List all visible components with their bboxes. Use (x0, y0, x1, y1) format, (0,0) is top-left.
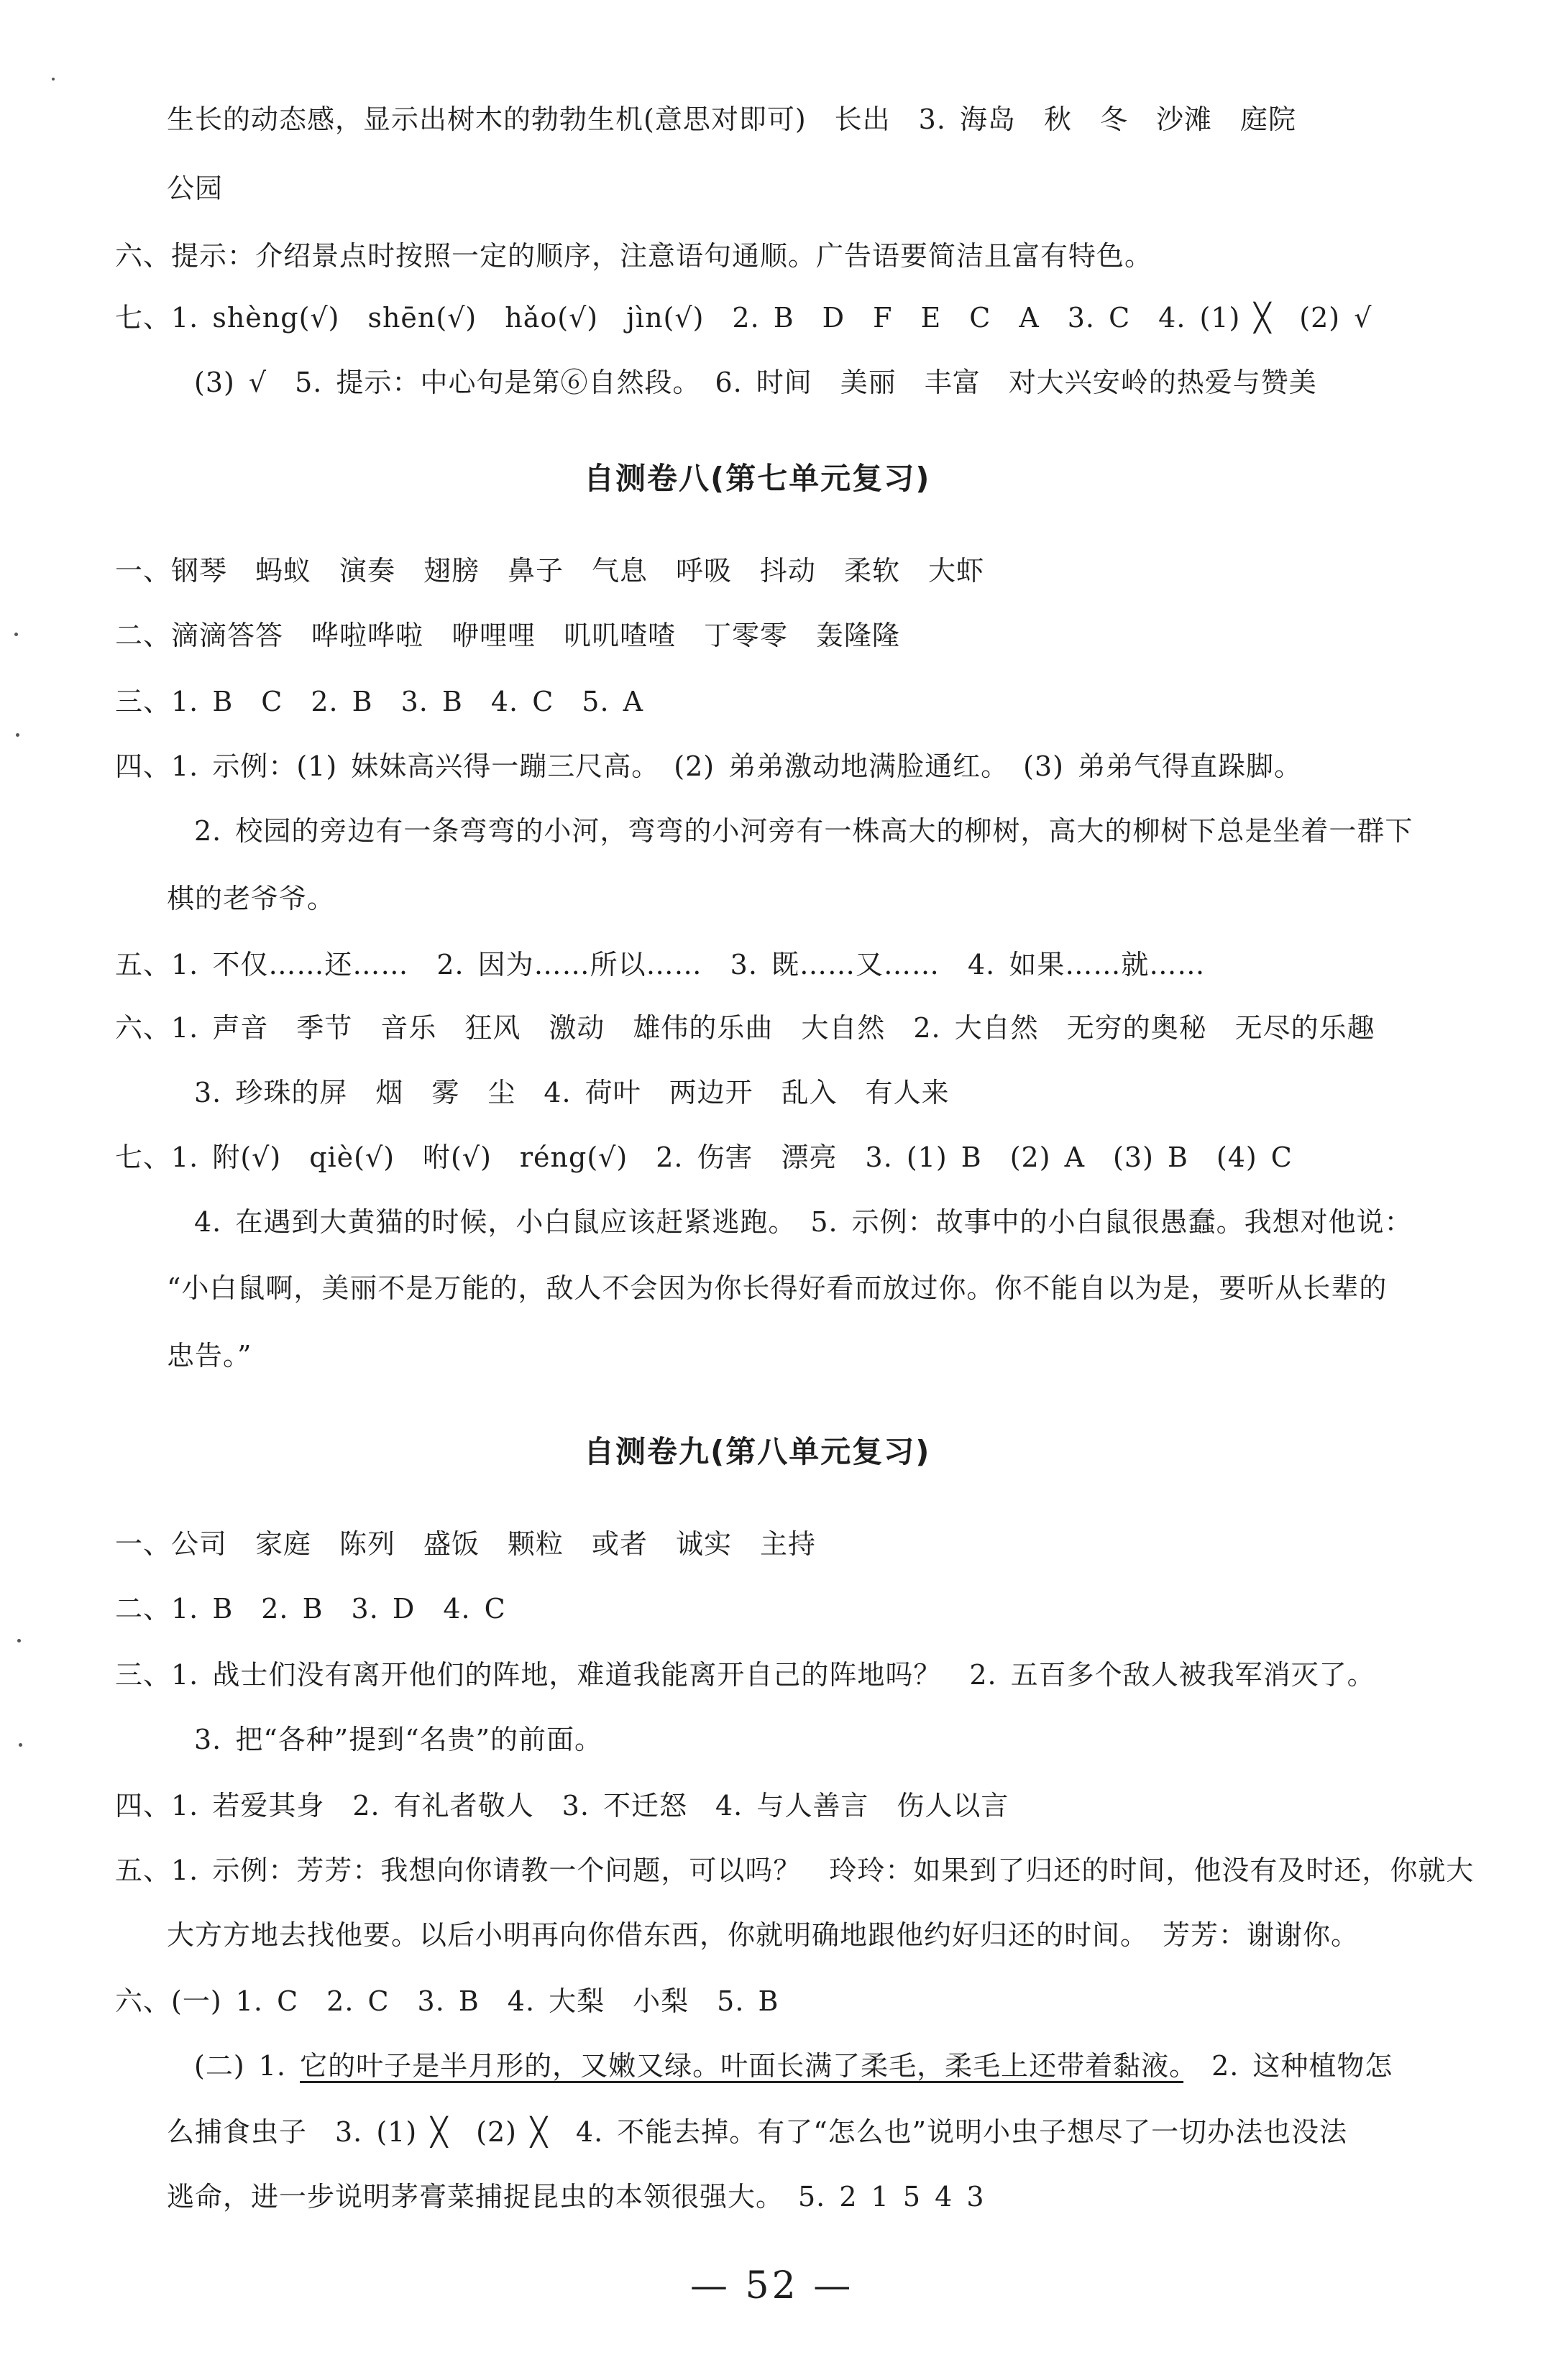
text-line: 二、滴滴答答 哗啦哗啦 咿哩哩 叽叽喳喳 丁零零 轰隆隆 (115, 620, 901, 651)
text-line: 3. 珍珠的屏 烟 雾 尘 4. 荷叶 两边开 乱入 有人来 (194, 1077, 950, 1108)
text-line: 棋的老爷爷。 (167, 883, 336, 914)
text-line: 二、1. B 2. B 3. D 4. C (115, 1593, 506, 1625)
text-line: 七、1. shèng(√) shēn(√) hǎo(√) jìn(√) 2. B D F E C A 3. C 4. (1) ╳ (2) √ (115, 302, 1372, 334)
section-title-9: 自测卷九(第八单元复习) (584, 1434, 931, 1469)
page-number: — 52 — (690, 2264, 854, 2307)
scan-mark (19, 1743, 22, 1747)
text-line: 四、1. 若爱其身 2. 有礼者敬人 3. 不迁怒 4. 与人善言 伤人以言 (115, 1790, 1009, 1821)
text-line: 六、(一) 1. C 2. C 3. B 4. 大梨 小梨 5. B (115, 1985, 779, 2017)
underlined-answer: 它的叶子是半月形的，又嫩又绿。叶面长满了柔毛，柔毛上还带着黏液。 (300, 2050, 1184, 2082)
text-line: 七、1. 附(√) qiè(√) 咐(√) réng(√) 2. 伤害 漂亮 3. (1) B (2) A (3) B (4) C (115, 1141, 1293, 1173)
text-line: 生长的动态感，显示出树木的勃勃生机(意思对即可) 长出 3. 海岛 秋 冬 沙滩 庭院 (167, 104, 1296, 135)
scan-mark (17, 1639, 21, 1642)
text-line: 么捕食虫子 3. (1) ╳ (2) ╳ 4. 不能去掉。有了“怎么也”说明小虫子想尽了一切办法也没法 (167, 2116, 1348, 2148)
text-line: 三、1. B C 2. B 3. B 4. C 5. A (115, 686, 644, 717)
text-line: 2. 校园的旁边有一条弯弯的小河，弯弯的小河旁有一株高大的柳树，高大的柳树下总是坐着一群下 (194, 815, 1413, 847)
scan-mark (52, 78, 55, 81)
scan-mark (14, 633, 18, 636)
text-line: 六、1. 声音 季节 音乐 狂风 激动 雄伟的乐曲 大自然 2. 大自然 无穷的奥秘 无尽的乐趣 (115, 1012, 1375, 1044)
text-line: 公园 (167, 173, 224, 204)
text-line: “小白鼠啊，美丽不是万能的，敌人不会因为你长得好看而放过你。你不能自以为是，要听从长辈的 (167, 1272, 1388, 1304)
text-line: 三、1. 战士们没有离开他们的阵地，难道我能离开自己的阵地吗？ 2. 五百多个敌人被我军消灭了。 (115, 1659, 1375, 1691)
text-line (194, 2047, 1393, 2085)
text-line: 逃命，进一步说明茅膏菜捕捉昆虫的本领很强大。 5. 2 1 5 4 3 (167, 2181, 985, 2213)
text-line: 一、公司 家庭 陈列 盛饭 颗粒 或者 诚实 主持 (115, 1528, 817, 1560)
text-segment: 2. 这种植物怎 (1183, 2050, 1393, 2082)
text-line: 大方方地去找他要。以后小明再向你借东西，你就明确地跟他约好归还的时间。 芳芳：谢谢你。 (167, 1919, 1360, 1951)
text-line: 3. 把“各种”提到“名贵”的前面。 (194, 1724, 603, 1755)
text-line: 六、提示：介绍景点时按照一定的顺序，注意语句通顺。广告语要简洁且富有特色。 (115, 240, 1153, 272)
text-segment: (二) 1. (194, 2050, 301, 2082)
text-line: 五、1. 示例：芳芳：我想向你请教一个问题，可以吗？ 玲玲：如果到了归还的时间，他没有及时还，你就大 (115, 1855, 1475, 1886)
text-line: 忠告。” (167, 1340, 252, 1372)
text-line: 五、1. 不仅……还…… 2. 因为……所以…… 3. 既……又…… 4. 如果……就…… (115, 949, 1206, 980)
text-line: 4. 在遇到大黄猫的时候，小白鼠应该赶紧逃跑。 5. 示例：故事中的小白鼠很愚蠢。我想对他说： (194, 1206, 1413, 1238)
text-line: 一、钢琴 蚂蚁 演奏 翅膀 鼻子 气息 呼吸 抖动 柔软 大虾 (115, 555, 985, 587)
section-title-8: 自测卷八(第七单元复习) (584, 461, 931, 496)
text-line: (3) √ 5. 提示：中心句是第⑥自然段。 6. 时间 美丽 丰富 对大兴安岭的热爱与赞美 (194, 367, 1317, 398)
text-line: 四、1. 示例：(1) 妹妹高兴得一蹦三尺高。 (2) 弟弟激动地满脸通红。 (3) 弟弟气得直跺脚。 (115, 750, 1303, 782)
scan-mark (16, 733, 19, 737)
